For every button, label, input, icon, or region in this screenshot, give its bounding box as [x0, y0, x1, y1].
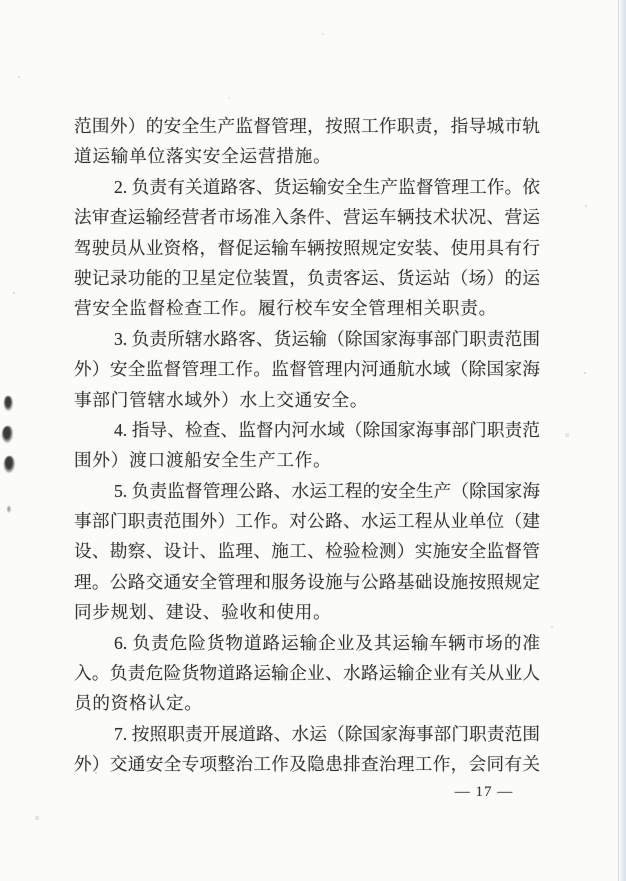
text-line: 外）交通安全专项整治工作及隐患排查治理工作，会同有关	[74, 754, 540, 775]
ink-smudge	[4, 456, 15, 473]
text-line: 外）安全监督管理工作。监督管理内河通航水域（除国家海	[74, 359, 540, 380]
text-line-item-4: 4. 指导、检查、监督内河水域（除国家海事部门职责范	[114, 419, 540, 440]
text-line: 围外）渡口渡船安全生产工作。	[74, 450, 332, 471]
text-line: 事部门职责范围外）工作。对公路、水运工程从业单位（建	[74, 511, 540, 532]
ink-smudge	[7, 506, 11, 513]
scan-noise-speckles	[0, 0, 2, 2]
text-line-item-3: 3. 负责所辖水路客、货运输（除国家海事部门职责范围	[114, 328, 540, 349]
text-line: 范围外）的安全生产监督管理，按照工作职责，指导城市轨	[74, 116, 540, 136]
text-line-item-5: 5. 负责监督管理公路、水运工程的安全生产（除国家海	[114, 480, 540, 501]
text-line: 道运输单位落实安全运营措施。	[74, 146, 332, 167]
text-line: 法审查运输经营者市场准入条件、营运车辆技术状况、营运	[74, 207, 540, 228]
ink-smudge	[4, 396, 13, 411]
ink-smudge	[2, 426, 13, 443]
text-line: 入。负责危险货物道路运输企业、水路运输企业有关从业人	[74, 663, 540, 684]
text-line: 设、勘察、设计、监理、施工、检验检测）实施安全监督管	[74, 541, 540, 562]
document-body-text	[74, 111, 540, 780]
text-line-item-6: 6. 负责危险货物道路运输企业及其运输车辆市场的准	[114, 632, 540, 653]
text-line-item-2: 2. 负责有关道路客、货运输安全生产监督管理工作。依	[114, 176, 540, 197]
text-line: 员的资格认定。	[74, 693, 203, 714]
text-line: 驾驶员从业资格，督促运输车辆按照规定安装、使用具有行	[74, 237, 540, 258]
text-line: 理。公路交通安全管理和服务设施与公路基础设施按照规定	[74, 571, 540, 592]
scan-edge-strip	[618, 0, 626, 881]
text-line: 同步规划、建设、验收和使用。	[74, 602, 332, 623]
text-line: 营安全监督检查工作。履行校车安全管理相关职责。	[74, 298, 498, 319]
page-number: — 17 —	[454, 784, 514, 800]
text-line: 事部门管辖水域外）水上交通安全。	[74, 389, 369, 410]
text-line: 驶记录功能的卫星定位装置，负责客运、货运站（场）的运	[74, 267, 540, 288]
text-line-item-7: 7. 按照职责开展道路、水运（除国家海事部门职责范围	[114, 723, 540, 744]
